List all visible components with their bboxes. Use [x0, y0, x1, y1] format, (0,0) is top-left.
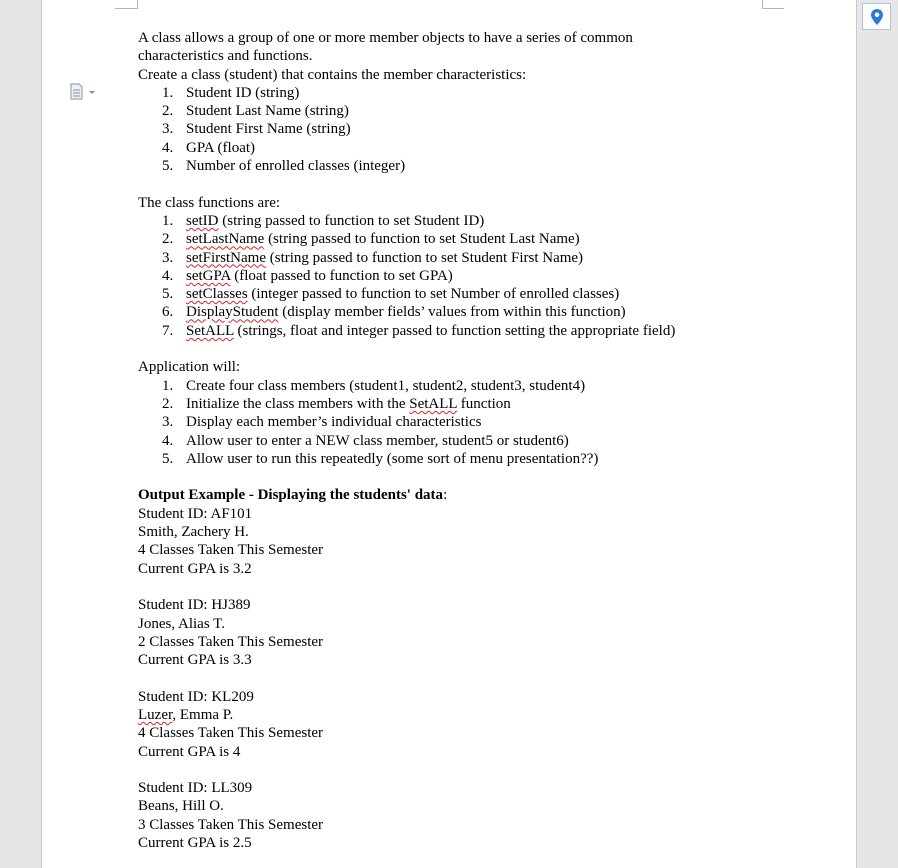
- list-item: 3. Display each member’s individual characteristics: [162, 414, 482, 431]
- student-record: Student ID: KL209 Luzer, Emma P. 4 Classes Taken This Semester Current GPA is 4: [138, 688, 324, 760]
- list-item: 1. setID (string passed to function to set Student ID): [162, 212, 485, 229]
- list-item: 3. Student First Name (string): [162, 121, 351, 138]
- list-item: 4. GPA (float): [162, 139, 256, 156]
- intro-line-2: characteristics and functions.: [138, 48, 313, 65]
- document-page[interactable]: [41, 0, 857, 868]
- student-record: Student ID: AF101 Smith, Zachery H. 4 Classes Taken This Semester Current GPA is 3.2: [138, 505, 324, 577]
- list-item: 7. SetALL (strings, float and integer passed to function setting the appropriate field): [162, 322, 676, 339]
- list-item: 5. Allow user to run this repeatedly (some sort of menu presentation??): [162, 450, 599, 467]
- application-list: [138, 377, 778, 468]
- list-item: 2. Student Last Name (string): [162, 103, 349, 120]
- list-item: 1. Create four class members (student1, student2, student3, student4): [162, 377, 586, 394]
- list-item: 2. Initialize the class members with the SetALL function: [162, 395, 511, 412]
- right-gutter: [858, 32, 898, 868]
- location-pin-icon: [870, 8, 884, 26]
- characteristics-list: [138, 84, 778, 175]
- student-record: Student ID: LL309 Beans, Hill O. 3 Classes Taken This Semester Current GPA is 2.5: [138, 780, 324, 852]
- document-icon: [69, 83, 97, 101]
- list-item: 5. setClasses (integer passed to function to set Number of enrolled classes): [162, 286, 620, 303]
- functions-list: [138, 212, 778, 340]
- crop-mark-right: [762, 8, 784, 9]
- list-item: 4. Allow user to enter a NEW class member, student5 or student6): [162, 432, 569, 449]
- output-heading: Output Example - Displaying the students' data:: [138, 487, 448, 504]
- intro-line-1: A class allows a group of one or more member objects to have a series of common: [138, 30, 633, 46]
- list-item: 1. Student ID (string): [162, 84, 300, 101]
- application-heading: Application will:: [138, 359, 241, 376]
- create-class-line: Create a class (student) that contains the member characteristics:: [138, 66, 527, 83]
- functions-heading: The class functions are:: [138, 194, 281, 211]
- list-item: 3. setFirstName (string passed to function to set Student First Name): [162, 249, 584, 266]
- crop-mark-left-v: [137, 0, 138, 9]
- crop-mark-right-v: [762, 0, 763, 9]
- list-item: 2. setLastName (string passed to function to set Student Last Name): [162, 231, 580, 248]
- crop-mark-left: [115, 8, 137, 9]
- document-body[interactable]: [138, 29, 778, 852]
- list-item: 6. DisplayStudent (display member fields’ values from within this function): [162, 304, 626, 321]
- location-button[interactable]: [862, 3, 891, 30]
- list-item: 5. Number of enrolled classes (integer): [162, 158, 406, 175]
- list-item: 4. setGPA (float passed to function to set GPA): [162, 267, 453, 284]
- student-record: Student ID: HJ389 Jones, Alias T. 2 Classes Taken This Semester Current GPA is 3.3: [138, 597, 324, 669]
- paragraph-options-button[interactable]: [69, 83, 97, 101]
